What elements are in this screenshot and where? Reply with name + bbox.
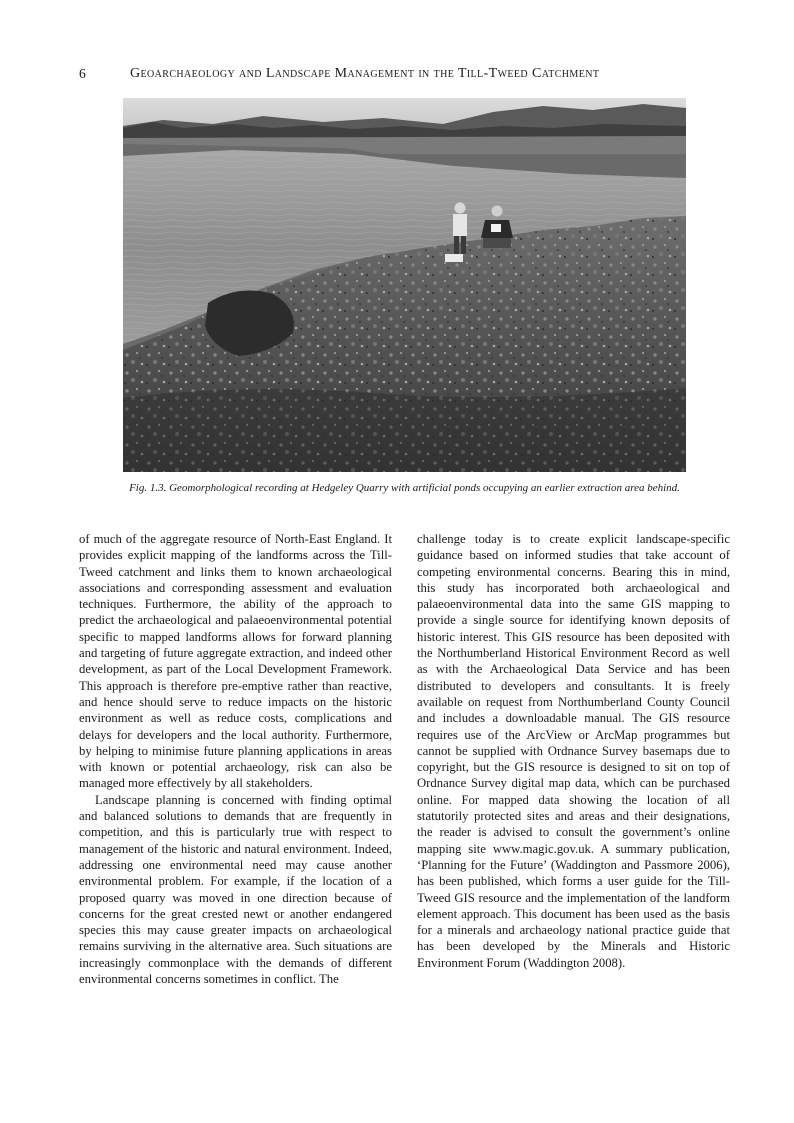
paragraph: Landscape planning is concerned with finding optimal and balanced solutions to demands that are frequently in competition, and this is particularly true with respect to management of the historic and natural environment. Indeed, addressing one environmental need may cause another environmental problem. For example, if the location of a proposed quarry was moved in one direction because of concerns for the great crested newt or another endangered species this may cause greater impacts on archaeological remains surviving in the alternative area. Such situations are increasingly commonplace with the demands of different environmental concerns sometimes in conflict. The (79, 792, 392, 987)
figure-caption: Fig. 1.3. Geomorphological recording at Hedgeley Quarry with artificial ponds occupying an earlier extraction area behind. (129, 482, 680, 494)
paragraph: of much of the aggregate resource of North-East England. It provides explicit mapping of the landforms across the Till-Tweed catchment and links them to known archaeological associations and corresponding assessment and evaluation techniques. Furthermore, the ability of the approach to predict the archaeological and palaeoenvironmental potential specific to mapped landforms allows for forward planning and targeting of future aggregate extraction, and indeed other development, as part of the Local Development Framework. This approach is therefore pre-emptive rather than reactive, and hence should serve to reduce impacts on the historic environment as well as reduce costs, complications and delays for developers and the local authority. Furthermore, by helping to minimise future planning applications in areas with known or potential archaeology, risk can also be managed more effectively by all stakeholders. (79, 532, 392, 791)
quarry-photograph (123, 98, 686, 472)
running-head: Geoarchaeology and Landscape Management in the Till-Tweed Catchment (130, 66, 600, 81)
body-column-left (79, 531, 392, 987)
paragraph: challenge today is to create explicit landscape-specific guidance based on informed studies that take account of competing environmental concerns. Bearing this in mind, this study has incorporated both archaeological and palaeoenvironmental data into the same GIS mapping to provide a single source for identifying known deposits of historic interest. This GIS resource has been deposited with the Northumberland Historical Environment Record as well as with the Archaeological Data Service and has been distributed to developers and consultants. It is freely available on request from Northumberland County Council and includes a downloadable manual. The GIS resource requires use of the ArcView or ArcMap programmes but cannot be supplied with Ordnance Survey basemaps due to copyright, but the GIS resource is designed to sit on top of Ordnance Survey digital map data, which can be purchased online. For mapped data showing the location of all statutorily protected sites and areas and their designations, the reader is advised to consult the government’s online mapping site www.magic.gov.uk. A summary publication, ‘Planning for the Future’ (Waddington and Passmore 2006), has been published, which forms a user guide for the Till-Tweed GIS resource and the implementation of the landform element approach. This document has been used as the basis for a minerals and archaeology national practice guide that has been developed by the Minerals and Historic Environment Forum (Waddington 2008). (417, 532, 730, 970)
page-number: 6 (79, 66, 86, 81)
body-column-right (417, 531, 730, 971)
